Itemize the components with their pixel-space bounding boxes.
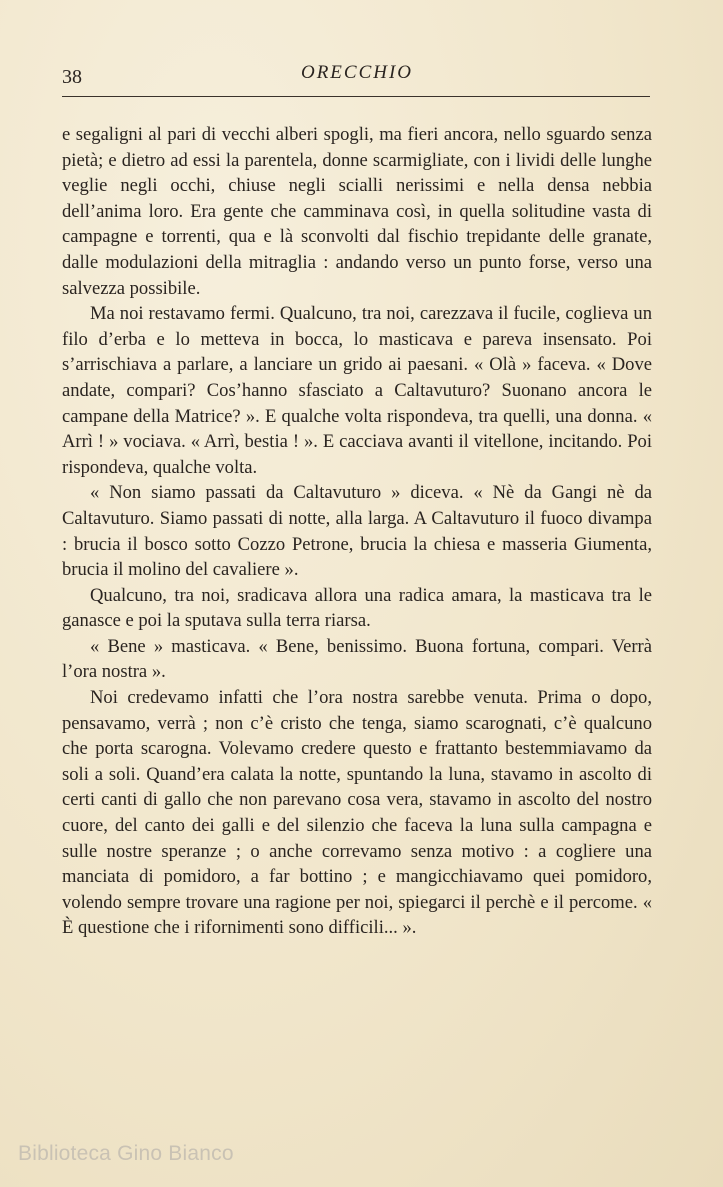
page-number: 38	[62, 66, 82, 88]
paragraph: « Non siamo passati da Caltavuturo » diceva. « Nè da Gangi nè da Caltavuturo. Siamo passati di notte, alla larga. A Caltavuturo il fuoco divampa : brucia il bosco sotto Cozzo Petrone, brucia la chiesa e masseria Giumenta, brucia il molino del cavaliere ».	[62, 482, 652, 581]
paragraph: Qualcuno, tra noi, sradicava allora una radica amara, la masticava tra le ganasce e poi la sputava sulla terra riarsa.	[62, 584, 652, 632]
body-text	[62, 122, 652, 941]
paragraph: Noi credevamo infatti che l’ora nostra sarebbe venuta. Prima o dopo, pensavamo, verrà ; non c’è cristo che tenga, siamo scarognati, c’è qualcuno che porta scarogna. Volevamo credere questo e frattanto bestemmiavamo da soli a soli. Quand’era calata la notte, spuntando la luna, stavamo in ascolto di certi canti di gallo che non parevano cosa vera, stavamo in ascolto del nostro cuore, del canto dei galli e del silenzio che faceva la luna sulla campagna e sulle nostre speranze ; o anche correvamo senza motivo : a cogliere una manciata di pomidoro, a far bottino ; e mangicchiavamo quei pomidoro, volendo sempre trovare una ragione per noi, spiegarci il perchè e il percome. « È questione che i rifornimenti sono difficili... ».	[62, 687, 652, 939]
header-rule	[62, 96, 650, 97]
paragraph: Ma noi restavamo fermi. Qualcuno, tra noi, carezzava il fucile, coglieva un filo d’erba e lo metteva in bocca, lo masticava e pareva insensato. Poi s’arrischiava a parlare, a lanciare un grido ai paesani. « Olà » faceva. « Dove andate, compari? Cos’hanno sfasciato a Caltavuturo? Suonano ancora le campane della Matrice? ». E qualche volta rispondeva, tra quelli, una donna. « Arrì ! » vociava. « Arrì, bestia ! ». E cacciava avanti il vitellone, incitando. Poi rispondeva, qualche volta.	[62, 303, 652, 478]
page-header	[62, 60, 652, 90]
running-head: ORECCHIO	[300, 62, 414, 83]
paragraph: e segaligni al pari di vecchi alberi spogli, ma fieri ancora, nello sguardo senza pietà; e dietro ad essi la parentela, donne scarmigliate, con i lividi delle lunghe veglie negli occhi, chiuse negli scialli nerissimi e nella densa nebbia dell’anima loro. Era gente che camminava così, in quella solitudine vasta di campagne e torrenti, qua e là sconvolti dal fischio trepidante delle granate, dalle modulazioni della mitraglia : andando verso un punto forse, verso una salvezza possibile.	[62, 124, 652, 299]
paragraph: « Bene » masticava. « Bene, benissimo. Buona fortuna, compari. Verrà l’ora nostra ».	[62, 635, 652, 683]
library-watermark: Biblioteca Gino Bianco	[18, 1142, 234, 1165]
